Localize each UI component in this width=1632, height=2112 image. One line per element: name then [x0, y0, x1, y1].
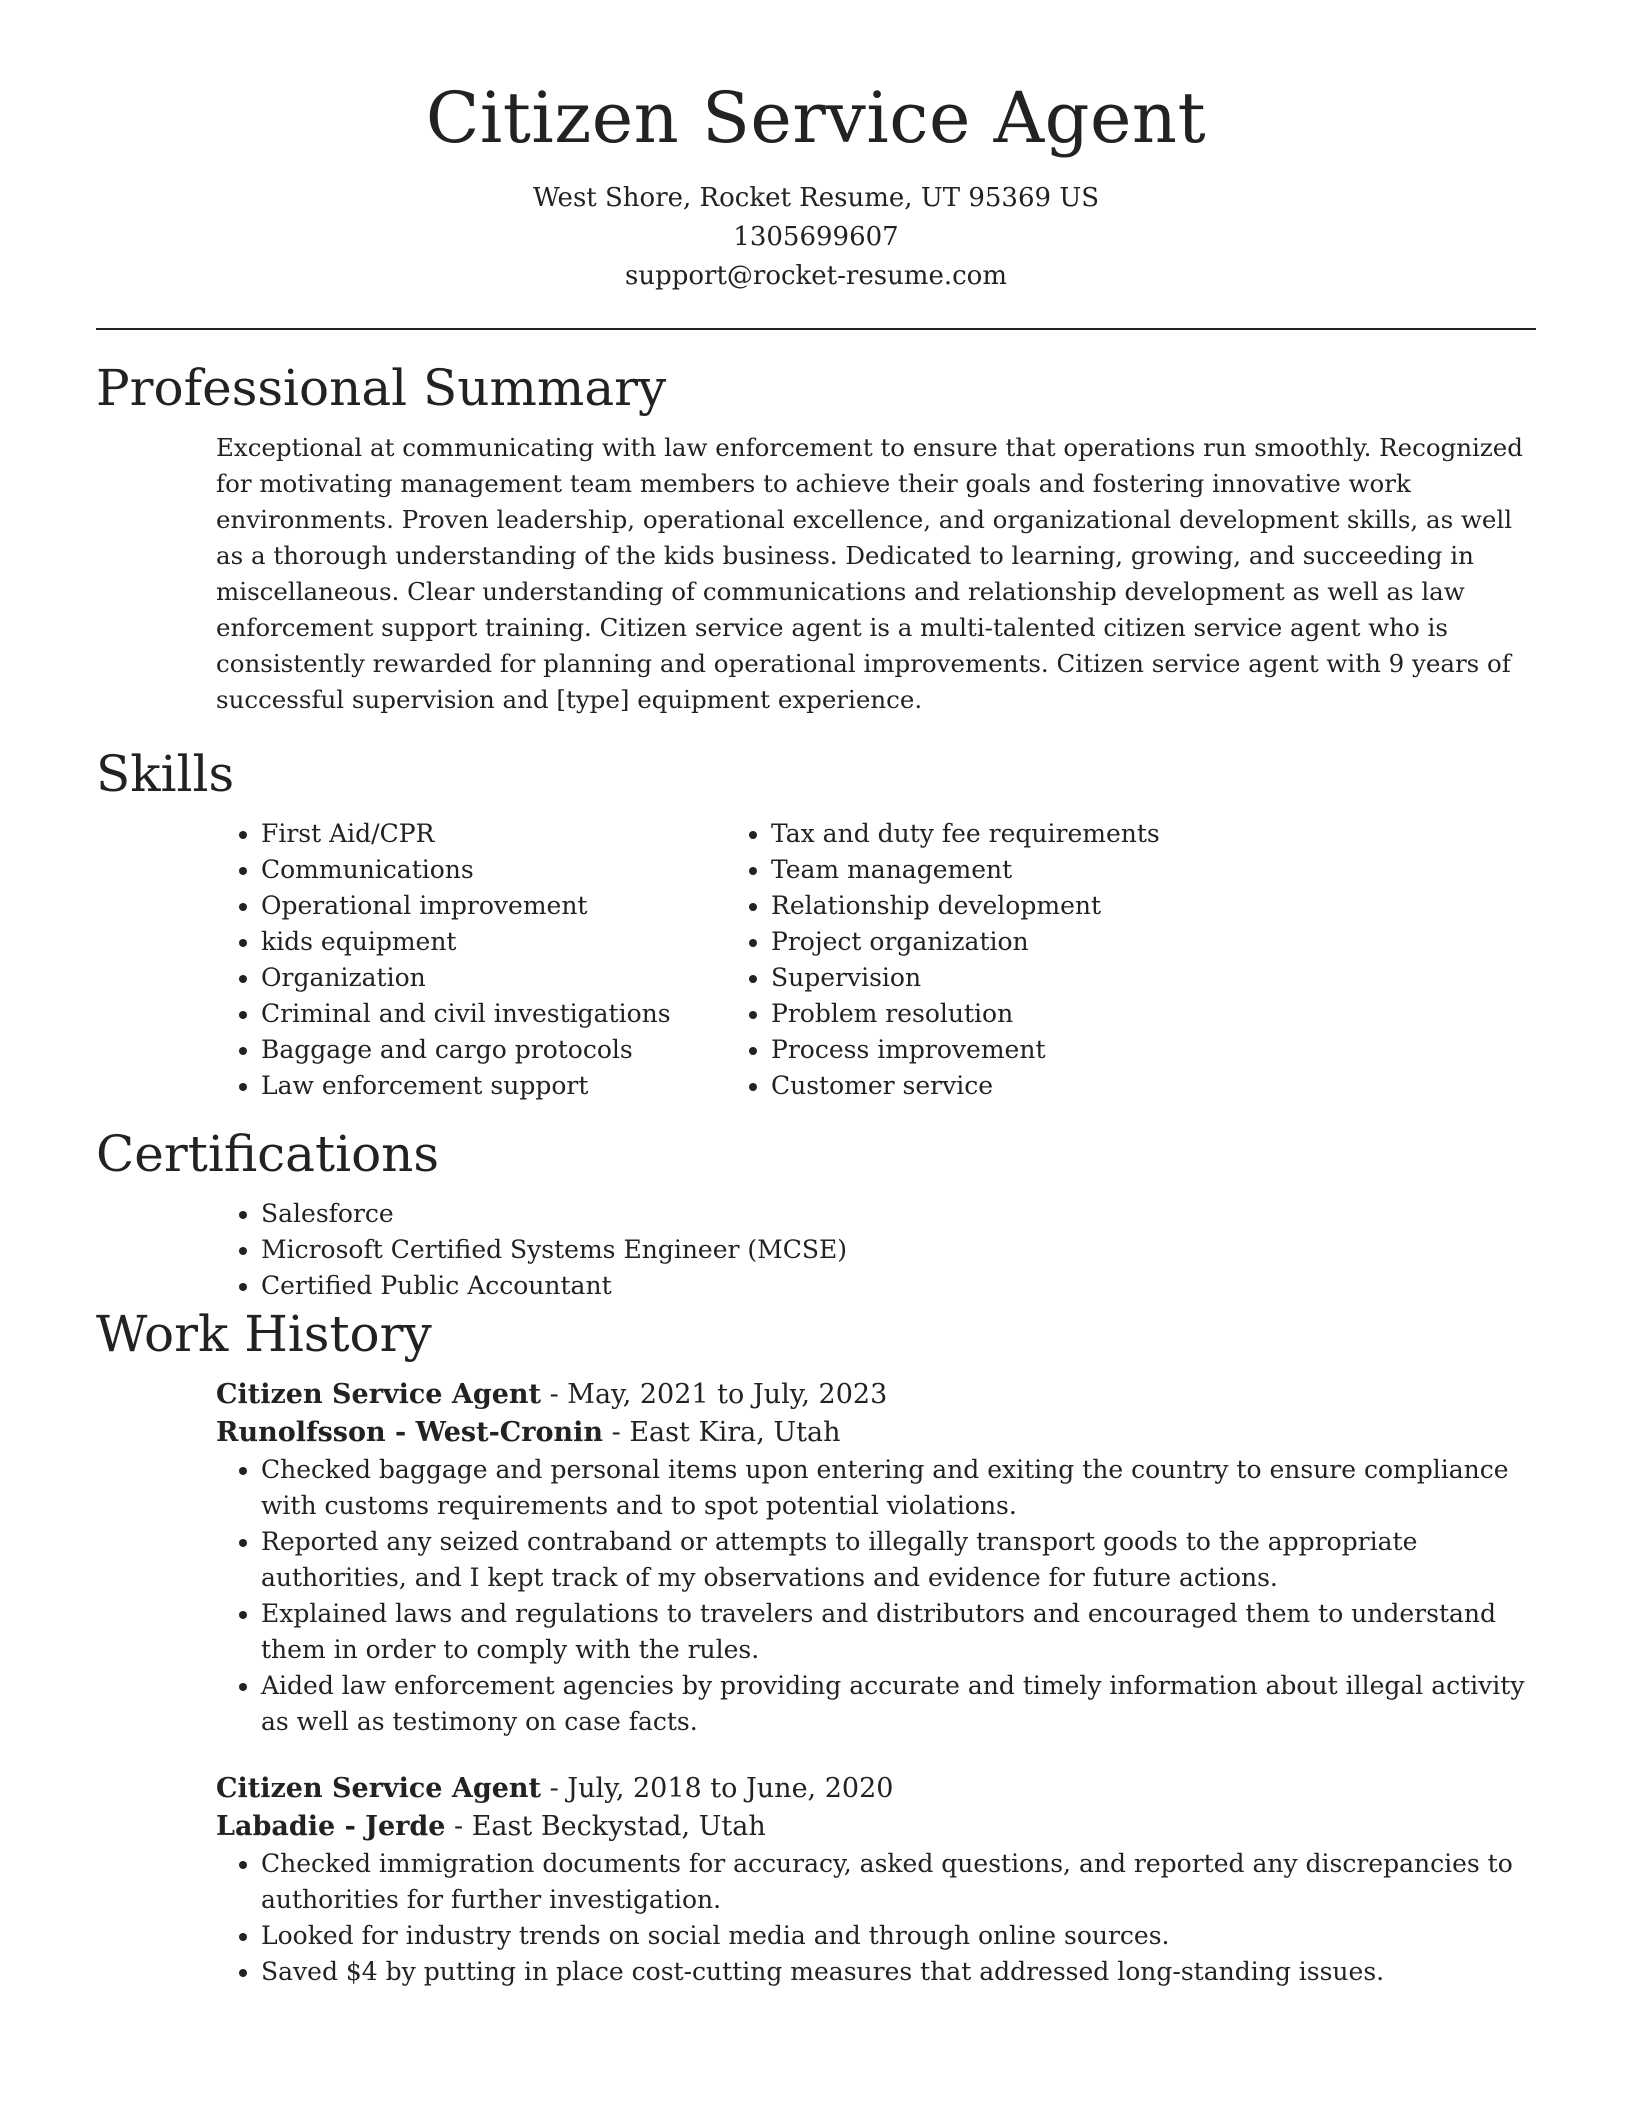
summary-text: Exceptional at communicating with law enforcement to ensure that operations run smoothly. Recognized for motivating management team members to achieve their goals and fostering innovative work environments. Proven leadership, operational excellence, and organizational development skills, as well as a thorough understanding of the kids business. Dedicated to learning, growing, and succeeding in miscellaneous. Clear understanding of communications and relationship development as well as law enforcement support training. Citizen service agent is a multi-talented citizen service agent who is consistently rewarded for planning and operational improvements. Citizen service agent with 9 years of successful supervision and [type] equipment experience. — [216, 433, 1523, 714]
job-entry — [216, 1770, 1536, 1990]
skill-item: • Team management — [771, 852, 1396, 888]
job-title: Citizen Service Agent — [216, 1379, 541, 1410]
skill-item: • Problem resolution — [771, 996, 1396, 1032]
certifications-list — [96, 1196, 1536, 1304]
skills-columns — [96, 816, 1536, 1104]
job-dates: July, 2018 to June, 2020 — [567, 1773, 894, 1804]
separator: - — [445, 1811, 472, 1842]
skill-item: • Baggage and cargo protocols — [261, 1032, 746, 1068]
duty-item: • Checked baggage and personal items upon entering and exiting the country to ensure compliance with customs requirements and to spot potential violations. — [261, 1452, 1536, 1524]
professional-summary-section — [96, 358, 1536, 718]
skills-right-column — [746, 816, 1396, 1104]
phone-number: 1305699607 — [733, 222, 899, 252]
duty-item: • Checked immigration documents for accuracy, asked questions, and reported any discrepancies to authorities for further investigation. — [261, 1846, 1536, 1918]
duty-item: • Reported any seized contraband or attempts to illegally transport goods to the appropriate authorities, and I kept track of my observations and evidence for future actions. — [261, 1524, 1536, 1596]
skill-item: • Tax and duty fee requirements — [771, 816, 1396, 852]
certification-item: • Microsoft Certified Systems Engineer (MCSE) — [261, 1232, 1536, 1268]
certification-item: • Salesforce — [261, 1196, 1536, 1232]
skill-item: • kids equipment — [261, 924, 746, 960]
address: West Shore, Rocket Resume, UT 95369 US — [532, 183, 1100, 213]
skill-item: • Law enforcement support — [261, 1068, 746, 1104]
duty-item: • Explained laws and regulations to travelers and distributors and encouraged them to understand them in order to comply with the rules. — [261, 1596, 1536, 1668]
skills-section — [96, 744, 1536, 1104]
skill-item: • Communications — [261, 852, 746, 888]
skill-item: • Customer service — [771, 1068, 1396, 1104]
separator: - — [541, 1773, 568, 1804]
job-company-line — [216, 1414, 1536, 1452]
certifications-section — [96, 1124, 1536, 1304]
job-title-line — [216, 1376, 1536, 1414]
job-company: Labadie - Jerde — [216, 1811, 446, 1842]
duty-item: • Aided law enforcement agencies by providing accurate and timely information about illegal activity as well as testimony on case facts. — [261, 1668, 1536, 1740]
job-location: East Kira, Utah — [629, 1417, 841, 1448]
job-location: East Beckystad, Utah — [471, 1811, 766, 1842]
skill-item: • Criminal and civil investigations — [261, 996, 746, 1032]
skill-item: • Organization — [261, 960, 746, 996]
skill-item: • Project organization — [771, 924, 1396, 960]
section-title-work-history: Work History — [96, 1305, 432, 1363]
skill-item: • Supervision — [771, 960, 1396, 996]
section-title-summary: Professional Summary — [96, 359, 667, 417]
skill-item: • First Aid/CPR — [261, 816, 746, 852]
separator: - — [541, 1379, 568, 1410]
job-duties-list — [216, 1846, 1536, 1990]
section-title-skills: Skills — [96, 745, 235, 803]
skill-item: • Operational improvement — [261, 888, 746, 924]
separator: - — [603, 1417, 630, 1448]
candidate-name: Citizen Service Agent — [425, 77, 1207, 159]
header-divider — [96, 328, 1536, 330]
job-dates: May, 2021 to July, 2023 — [567, 1379, 888, 1410]
resume-header — [96, 77, 1536, 296]
work-history-section — [96, 1304, 1536, 1990]
section-title-certifications: Certifications — [96, 1125, 440, 1183]
skills-left-column — [96, 816, 746, 1104]
email-address: support@rocket-resume.com — [624, 261, 1007, 291]
job-duties-list — [216, 1452, 1536, 1740]
duty-item: • Looked for industry trends on social media and through online sources. — [261, 1918, 1536, 1954]
certification-item: • Certified Public Accountant — [261, 1268, 1536, 1304]
duty-item: • Saved $4 by putting in place cost-cutting measures that addressed long-standing issues. — [261, 1954, 1536, 1990]
job-company: Runolfsson - West-Cronin — [216, 1417, 604, 1448]
skill-item: • Relationship development — [771, 888, 1396, 924]
job-entry — [216, 1376, 1536, 1740]
job-title-line — [216, 1770, 1536, 1808]
job-company-line — [216, 1808, 1536, 1846]
job-title: Citizen Service Agent — [216, 1773, 541, 1804]
skill-item: • Process improvement — [771, 1032, 1396, 1068]
